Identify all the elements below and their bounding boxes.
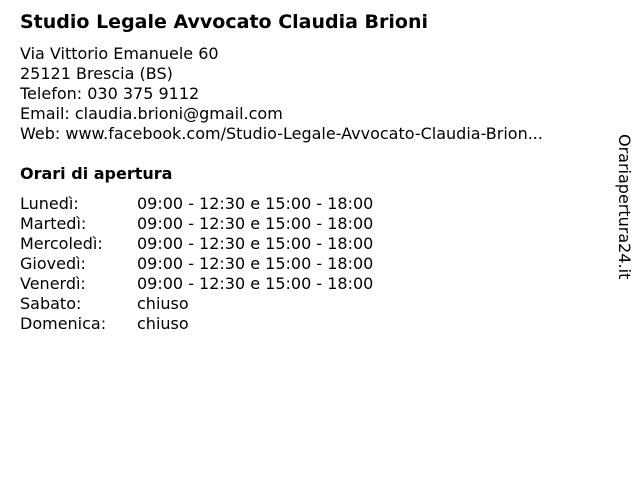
contact-info xyxy=(20,44,543,144)
hours-row-wednesday xyxy=(20,234,373,254)
day-label: Giovedì: xyxy=(20,254,86,273)
site-brand-vertical: Orariapertura24.it xyxy=(615,134,634,280)
email-address: Email: claudia.brioni@gmail.com xyxy=(20,104,283,123)
opening-hours-table xyxy=(20,194,373,334)
hours-value: 09:00 - 12:30 e 15:00 - 18:00 xyxy=(137,234,374,253)
hours-value: 09:00 - 12:30 e 15:00 - 18:00 xyxy=(137,194,374,213)
hours-value: 09:00 - 12:30 e 15:00 - 18:00 xyxy=(137,214,374,233)
hours-row-saturday xyxy=(20,294,373,314)
hours-row-sunday xyxy=(20,314,373,334)
opening-hours-heading: Orari di apertura xyxy=(20,164,173,183)
day-label: Venerdì: xyxy=(20,274,86,293)
day-label: Martedì: xyxy=(20,214,87,233)
website-link: Web: www.facebook.com/Studio-Legale-Avvocato-Claudia-Brion... xyxy=(20,124,543,143)
address-street: Via Vittorio Emanuele 60 xyxy=(20,44,219,63)
hours-value: 09:00 - 12:30 e 15:00 - 18:00 xyxy=(137,274,374,293)
day-label: Domenica: xyxy=(20,314,107,333)
hours-value: chiuso xyxy=(137,314,189,333)
business-name: Studio Legale Avvocato Claudia Brioni xyxy=(20,11,428,33)
day-label: Lunedì: xyxy=(20,194,79,213)
hours-value: chiuso xyxy=(137,294,189,313)
hours-row-tuesday xyxy=(20,214,373,234)
phone-number: Telefon: 030 375 9112 xyxy=(20,84,200,103)
day-label: Sabato: xyxy=(20,294,82,313)
hours-row-friday xyxy=(20,274,373,294)
hours-row-thursday xyxy=(20,254,373,274)
hours-value: 09:00 - 12:30 e 15:00 - 18:00 xyxy=(137,254,374,273)
address-city: 25121 Brescia (BS) xyxy=(20,64,173,83)
day-label: Mercoledì: xyxy=(20,234,103,253)
hours-row-monday xyxy=(20,194,373,214)
